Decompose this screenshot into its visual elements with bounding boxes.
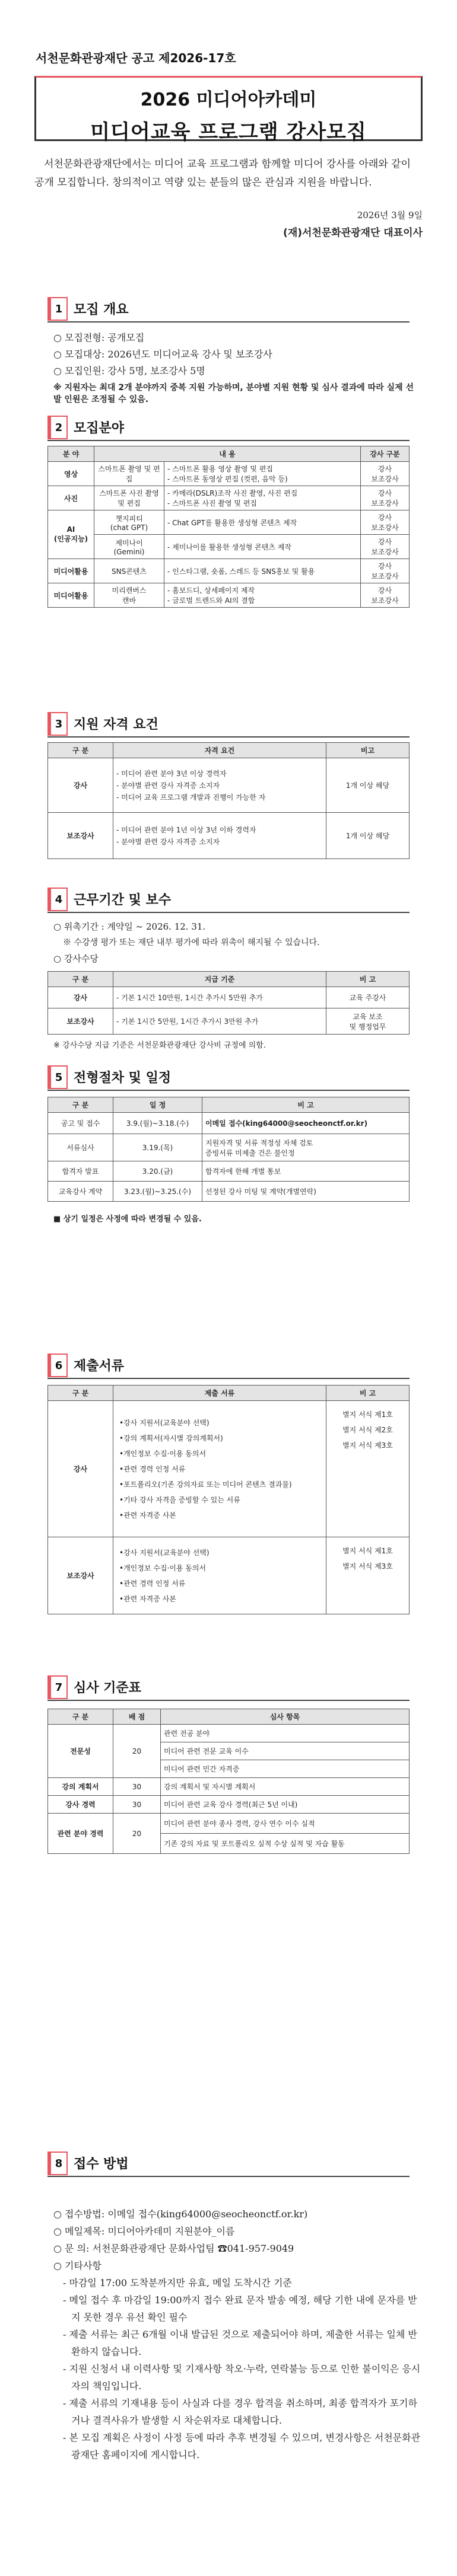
table-header: 비 고 — [326, 972, 410, 987]
score-cell: 30 — [113, 1796, 161, 1814]
table-row — [48, 535, 410, 559]
table-row — [48, 510, 410, 535]
content-cell: - 스마트폰 활용 영상 촬영 및 편집 - 스마트폰 동영상 편집 (컷편, 음악 등) — [164, 462, 361, 486]
subfield-cell: 챗지피티 (chat GPT) — [94, 510, 164, 535]
divider — [47, 736, 410, 738]
divider — [47, 321, 410, 323]
subfield-cell: 제미나이 (Gemini) — [94, 535, 164, 559]
field-cell: 미디어활용 — [48, 559, 94, 583]
kind-cell: 보조강사 — [48, 1008, 113, 1035]
kind-cell: 전문성 — [48, 1725, 113, 1778]
section-5-header — [47, 1065, 171, 1090]
table-header: 비고 — [326, 743, 410, 758]
table-row — [48, 1537, 410, 1614]
section-4-header — [47, 887, 171, 912]
table-header: 배 점 — [113, 1709, 161, 1725]
intro-paragraph: 서천문화관광재단에서는 미디어 교육 프로그램과 함께할 미디어 강사를 아래와 같이 공개 모집합니다. 창의적이고 역량 있는 분들의 많은 관심과 지원을 바랍니다. — [34, 158, 411, 189]
note-cell: 교육 보조 및 행정업무 — [326, 1008, 410, 1035]
section-1-header — [47, 296, 129, 321]
table-row — [48, 813, 410, 859]
content-cell: - 카메라(DSLR)조작 사진 촬영, 사진 편집 - 스마트폰 사진 촬영 및 편집 — [164, 486, 361, 510]
section-title: 접수 방법 — [74, 2156, 129, 2172]
title-line1: 2026 미디어아카데미 — [140, 90, 317, 110]
table-header: 제출 서류 — [113, 1386, 326, 1401]
divider — [47, 440, 410, 441]
table-header: 분 야 — [48, 446, 94, 462]
apply-line: - 제출 서류의 기재내용 등이 사실과 다를 경우 합격을 취소하며, 최종 합격자가 포기하거나 결격사유가 발생할 시 차순위자로 대체합니다. — [63, 2398, 418, 2426]
criteria-item: 관련 전공 분야 — [161, 1725, 410, 1742]
section-7-header — [47, 1675, 141, 1700]
kind-cell: 강사 경력 — [48, 1796, 113, 1814]
notice-number: 서천문화관광재단 공고 제2026-17호 — [36, 51, 236, 65]
recruit-overview — [53, 330, 421, 406]
table-header: 구 분 — [48, 1097, 113, 1113]
apply-line: ○ 기타사항 — [53, 2260, 101, 2271]
subfield-cell: 미리캔버스 캔바 — [94, 583, 164, 608]
section-title: 지원 자격 요건 — [74, 717, 158, 732]
type-cell: 강사 보조강사 — [361, 462, 410, 486]
section-number: 7 — [47, 1675, 68, 1699]
criteria-item: 미디어 관련 교육 강사 경력(최근 5년 이내) — [161, 1796, 410, 1814]
divider — [47, 1090, 410, 1091]
table-row — [48, 1182, 410, 1202]
overview-item: ○ 모집대상: 2026년도 미디어교육 강사 및 보조강사 — [53, 349, 272, 360]
subfield-cell: 스마트폰 사진 촬영 및 편집 — [94, 486, 164, 510]
date-cell: 3.9.(월)~3.18.(수) — [113, 1113, 202, 1134]
section-number: 3 — [47, 712, 68, 736]
section-number: 8 — [47, 2152, 68, 2175]
criteria-item: 미디어 관련 분야 종사 경력, 강사 연수 이수 실적 — [161, 1814, 410, 1834]
table-row — [48, 1796, 410, 1814]
pay-table — [47, 971, 410, 1035]
table-header: 일 정 — [113, 1097, 202, 1113]
criteria-table — [47, 1709, 410, 1854]
section-8-header — [47, 2151, 129, 2176]
table-header: 구 분 — [48, 1709, 113, 1725]
content-cell: - Chat GPT를 활용한 생성형 콘텐츠 제작 — [164, 510, 361, 535]
field-cell: AI (인공지능) — [48, 510, 94, 559]
apply-line: - 마감일 17:00 도착분까지만 유효, 메일 도착시간 기준 — [63, 2277, 292, 2288]
apply-line: ○ 문 의: 서천문화관광재단 문화사업팀 ☎041-957-9049 — [53, 2243, 294, 2254]
table-row — [48, 987, 410, 1008]
score-cell: 30 — [113, 1778, 161, 1796]
period: ○ 위촉기간 : 계약일 ~ 2026. 12. 31. — [53, 921, 206, 932]
documents-cell: •강사 지원서(교육분야 선택) •개인정보 수집·이용 동의서 •관련 경력 인정 서류 •관련 자격증 사본 — [113, 1537, 326, 1614]
kind-cell: 공고 및 접수 — [48, 1113, 113, 1134]
note-cell: 교육 주강사 — [326, 987, 410, 1008]
documents-cell: •강사 지원서(교육분야 선택) •강의 계획서(자시별 강의계획서) •개인정보 수집·이용 동의서 •관련 경력 인정 서류 •포트폴리오(기존 강의자료 또는 미디어 콘텐츠 결과물) •기타 강사 자격을 증빙할 수 있는 서류 •관련 자격증 사본 — [113, 1401, 326, 1537]
apply-line: - 지원 신청서 내 이력사항 및 기재사항 착오·누락, 연락불능 등으로 인한 불이익은 응시자의 책임입니다. — [63, 2363, 421, 2392]
standard-cell: - 기본 1시간 10만원, 1시간 추가시 5만원 추가 — [113, 987, 326, 1008]
kind-cell: 보조강사 — [48, 813, 113, 859]
table-header: 심사 항목 — [161, 1709, 410, 1725]
table-header: 비 고 — [326, 1386, 410, 1401]
table-row — [48, 1113, 410, 1134]
section-title: 모집 개요 — [74, 302, 129, 317]
period-info — [53, 919, 421, 967]
content-cell: - 홈보드디, 상세페이지 제작 - 글로벌 트렌드와 AI의 결합 — [164, 583, 361, 608]
type-cell: 강사 보조강사 — [361, 535, 410, 559]
divider — [47, 1700, 410, 1701]
table-row — [48, 1401, 410, 1537]
apply-line: ○ 메일제목: 미디어아카데미 지원분야_이름 — [53, 2226, 235, 2237]
schedule-table — [47, 1097, 410, 1202]
type-cell: 강사 보조강사 — [361, 486, 410, 510]
table-header: 지급 기준 — [113, 972, 326, 987]
note-cell: 별지 서식 제1호 별지 서식 제2호 별지 서식 제3호 — [326, 1401, 410, 1537]
section-title: 전형절차 및 일정 — [74, 1070, 172, 1086]
requirement-cell: - 미디어 관련 분야 1년 이상 3년 이하 경력자 - 분야별 관련 강사 자격증 소지자 — [113, 813, 326, 859]
notice-date: 2026년 3월 9일 — [357, 210, 423, 221]
divider — [47, 912, 410, 913]
standard-cell: - 기본 1시간 5만원, 1시간 추가시 3만원 추가 — [113, 1008, 326, 1035]
kind-cell: 강사 — [48, 1401, 113, 1537]
qualification-table — [47, 742, 410, 859]
note-cell: 이메일 접수(king64000@seocheonctf.or.kr) — [202, 1113, 410, 1134]
table-header: 구 분 — [48, 1386, 113, 1401]
section-2-header — [47, 415, 124, 440]
kind-cell: 서류심사 — [48, 1134, 113, 1161]
table-header: 내 용 — [94, 446, 361, 462]
table-row — [48, 583, 410, 608]
note-cell: 합격자에 한해 개별 통보 — [202, 1161, 410, 1182]
schedule-note: ■ 상기 일정은 사정에 따라 변경될 수 있음. — [53, 1215, 202, 1224]
field-cell: 미디어활용 — [48, 583, 94, 608]
note-cell: 1개 이상 해당 — [326, 813, 410, 859]
title-box — [34, 76, 423, 144]
section-number: 4 — [47, 888, 68, 911]
apply-line: - 메일 접수 후 마감일 19:00까지 접수 완료 문자 발송 예정, 해당 기한 내에 문자를 받지 못한 경우 유선 확인 필수 — [63, 2294, 417, 2323]
score-cell: 20 — [113, 1725, 161, 1778]
content-cell: - 인스타그램, 숏폼, 스레드 등 SNS홍보 및 활용 — [164, 559, 361, 583]
apply-line: ○ 접수방법: 이메일 접수(king64000@seocheonctf.or.kr) — [53, 2208, 308, 2220]
table-header: 자격 요건 — [113, 743, 326, 758]
date-cell: 3.23.(월)~3.25.(수) — [113, 1182, 202, 1202]
criteria-item: 강의 계획서 및 자시별 계획서 — [161, 1778, 410, 1796]
score-cell: 20 — [113, 1814, 161, 1854]
table-header: 구 분 — [48, 743, 113, 758]
date-cell: 3.19.(목) — [113, 1134, 202, 1161]
kind-cell: 교육강사 계약 — [48, 1182, 113, 1202]
type-cell: 강사 보조강사 — [361, 559, 410, 583]
documents-table — [47, 1385, 410, 1614]
table-row — [48, 486, 410, 510]
section-title: 심사 기준표 — [74, 1680, 141, 1696]
table-header: 비 고 — [202, 1097, 410, 1113]
section-number: 5 — [47, 1065, 68, 1089]
overview-note: ※ 지원자는 최대 2개 분야까지 중복 지원 가능하며, 분야별 지원 현황 및 심사 결과에 따라 실제 선발 인원은 조정될 수 있음. — [53, 383, 414, 404]
criteria-item: 미디어 관련 전문 교육 이수 — [161, 1742, 410, 1760]
issuer: (재)서천문화관광재단 대표이사 — [283, 227, 423, 239]
note-cell: 선정된 강사 미팅 및 계약(개별연락) — [202, 1182, 410, 1202]
period-note: ※ 수강생 평가 또는 재단 내부 평가에 따라 위촉이 해지될 수 있습니다. — [63, 938, 320, 947]
kind-cell: 강의 계획서 — [48, 1778, 113, 1796]
overview-item: ○ 모집인원: 강사 5명, 보조강사 5명 — [53, 365, 205, 376]
apply-line: - 제출 서류는 최근 6개월 이내 발급된 것으로 제출되어야 하며, 제출한 서류는 일체 반환하지 않습니다. — [63, 2329, 417, 2357]
apply-line: - 본 모집 계획은 사정이 사정 등에 따라 추후 변경될 수 있으며, 변경사항은 서천문화관광재단 홈페이지에 게시합니다. — [63, 2432, 421, 2460]
section-6-header — [47, 1353, 124, 1378]
section-3-header — [47, 711, 158, 736]
kind-cell: 관련 분야 경력 — [48, 1814, 113, 1854]
table-row — [48, 462, 410, 486]
kind-cell: 합격자 발표 — [48, 1161, 113, 1182]
section-title: 모집분야 — [74, 420, 125, 436]
section-title: 제출서류 — [74, 1358, 125, 1374]
field-table — [47, 446, 410, 608]
table-row — [48, 758, 410, 813]
table-header: 강사 구분 — [361, 446, 410, 462]
date-cell: 3.20.(금) — [113, 1161, 202, 1182]
divider — [47, 1378, 410, 1379]
requirement-cell: - 미디어 관련 분야 3년 이상 경력자 - 분야별 관련 강사 자격증 소지자 - 미디어 교육 프로그램 개발과 진행이 가능한 자 — [113, 758, 326, 813]
type-cell: 강사 보조강사 — [361, 510, 410, 535]
table-row — [48, 1008, 410, 1035]
section-number: 6 — [47, 1354, 68, 1377]
content-cell: - 제미나이를 활용한 생성형 콘텐츠 제작 — [164, 535, 361, 559]
table-row — [48, 1725, 410, 1742]
section-number: 2 — [47, 416, 68, 439]
table-row — [48, 559, 410, 583]
note-cell: 지원자격 및 서류 적정성 자체 검토 증빙서류 미제출 건은 불인정 — [202, 1134, 410, 1161]
table-row — [48, 1778, 410, 1796]
field-cell: 사진 — [48, 486, 94, 510]
divider — [47, 2176, 410, 2177]
kind-cell: 강사 — [48, 758, 113, 813]
kind-cell: 보조강사 — [48, 1537, 113, 1614]
apply-method — [53, 2205, 421, 2463]
note-cell: 1개 이상 해당 — [326, 758, 410, 813]
kind-cell: 강사 — [48, 987, 113, 1008]
pay-title: ○ 강사수당 — [53, 953, 99, 964]
table-row — [48, 1814, 410, 1834]
section-title: 근무기간 및 보수 — [74, 892, 172, 908]
pay-note: ※ 강사수당 지급 기준은 서천문화관광재단 강사비 규정에 의함. — [53, 1041, 266, 1050]
type-cell: 강사 보조강사 — [361, 583, 410, 608]
overview-item: ○ 모집전형: 공개모집 — [53, 332, 145, 343]
subfield-cell: SNS콘텐츠 — [94, 559, 164, 583]
table-row — [48, 1134, 410, 1161]
subfield-cell: 스마트폰 촬영 및 편집 — [94, 462, 164, 486]
field-cell: 영상 — [48, 462, 94, 486]
criteria-item: 미디어 관련 민간 자격증 — [161, 1760, 410, 1778]
criteria-item: 기존 강의 자료 및 포트폴리오 실적 수상 실적 및 자습 활동 — [161, 1834, 410, 1854]
table-row — [48, 1161, 410, 1182]
table-header: 구 분 — [48, 972, 113, 987]
title-line2: 미디어교육 프로그램 강사모집 — [90, 120, 367, 144]
section-number: 1 — [47, 297, 68, 321]
note-cell: 별지 서식 제1호 별지 서식 제3호 — [326, 1537, 410, 1614]
